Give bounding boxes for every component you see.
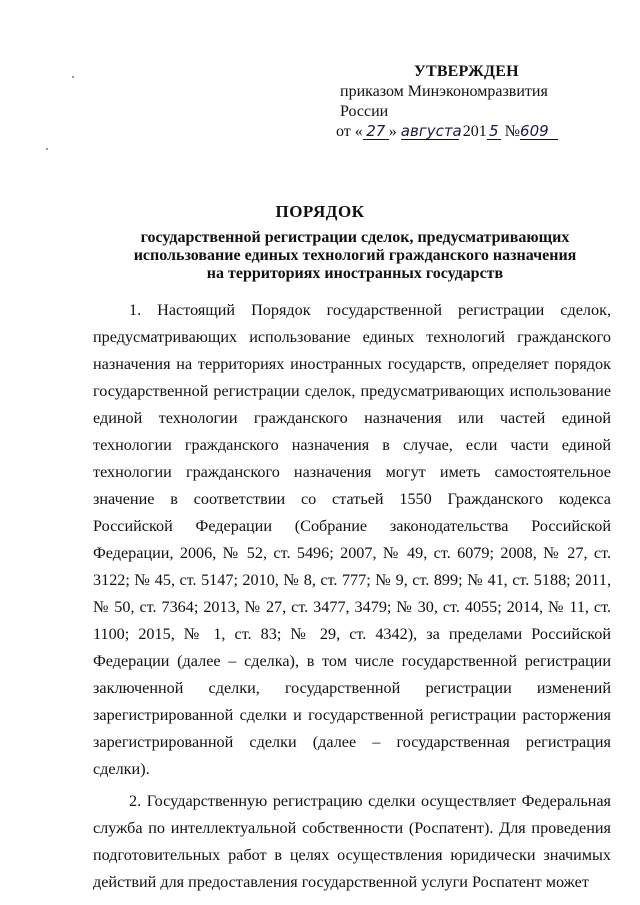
scan-speck (46, 148, 48, 150)
body-text (93, 297, 611, 896)
document-title: ПОРЯДОК (275, 202, 365, 221)
paragraph-2: 2. Государственную регистрацию сделки осуществляет Федеральная служба по интеллектуальной собственности (Роспатент). Для проведения подготовительных работ в целях осуществления юридически значимых действий для предоставления государственной услуги Роспатент может (93, 792, 611, 891)
paragraph-1: 1. Настоящий Порядок государственной регистрации сделок, предусматривающих использование единых технологий гражданского назначения на территориях иностранных государств, определяет порядок государственной регистрации сделок, предусматривающих использование единой технологии гражданского назначения или частей единой технологии гражданского назначения в случае, если части единой технологии гражданского назначения могут иметь самостоятельное значение в соответствии со статьей 1550 Гражданского кодекса Российской Федерации (Собрание законодательства Российской Федерации, 2006, № 52, ст. 5496; 2007, № 49, ст. 6079; 2008, № 27, ст. 3122; № 45, ст. 5147; 2010, № 8, ст. 777; № 9, ст. 899; № 41, ст. 5188; 2011, № 50, ст. 7364; 2013, № 27, ст. 3477, 3479; № 30, ст. 4055; 2014, № 11, ст. 1100; 2015, № 1, ст. 83; № 29, ст. 4342), за пределами Российской Федерации (далее – сделка), в том числе государственной регистрации заключенной сделки, государственной регистрации изменений зарегистрированной сделки и государственной регистрации расторжения зарегистрированной сделки (далее – государственная регистрация сделки). (93, 301, 611, 778)
scan-speck (72, 76, 74, 78)
handwritten-month: августа (400, 122, 462, 140)
year-prefix: 201 (462, 123, 487, 140)
document-subtitle (130, 229, 580, 283)
subtitle-line: государственной регистрации сделок, предусматривающих (140, 229, 570, 246)
approval-block (336, 62, 596, 142)
subtitle-line: на территориях иностранных государств (206, 265, 504, 282)
approval-order-details (336, 122, 596, 142)
handwritten-order-number: 609 (520, 123, 558, 140)
number-prefix: № (504, 123, 521, 140)
handwritten-day: 27 (363, 123, 389, 140)
approval-order-authority: приказом Минэкономразвития России (340, 83, 548, 120)
handwritten-year-digit: 5 (487, 123, 501, 140)
approval-title: УТВЕРЖДЕН (414, 63, 519, 80)
quote-close: » (388, 123, 397, 140)
from-prefix: от « (336, 123, 363, 140)
subtitle-line: использование единых технологий гражданского назначения (133, 247, 577, 264)
